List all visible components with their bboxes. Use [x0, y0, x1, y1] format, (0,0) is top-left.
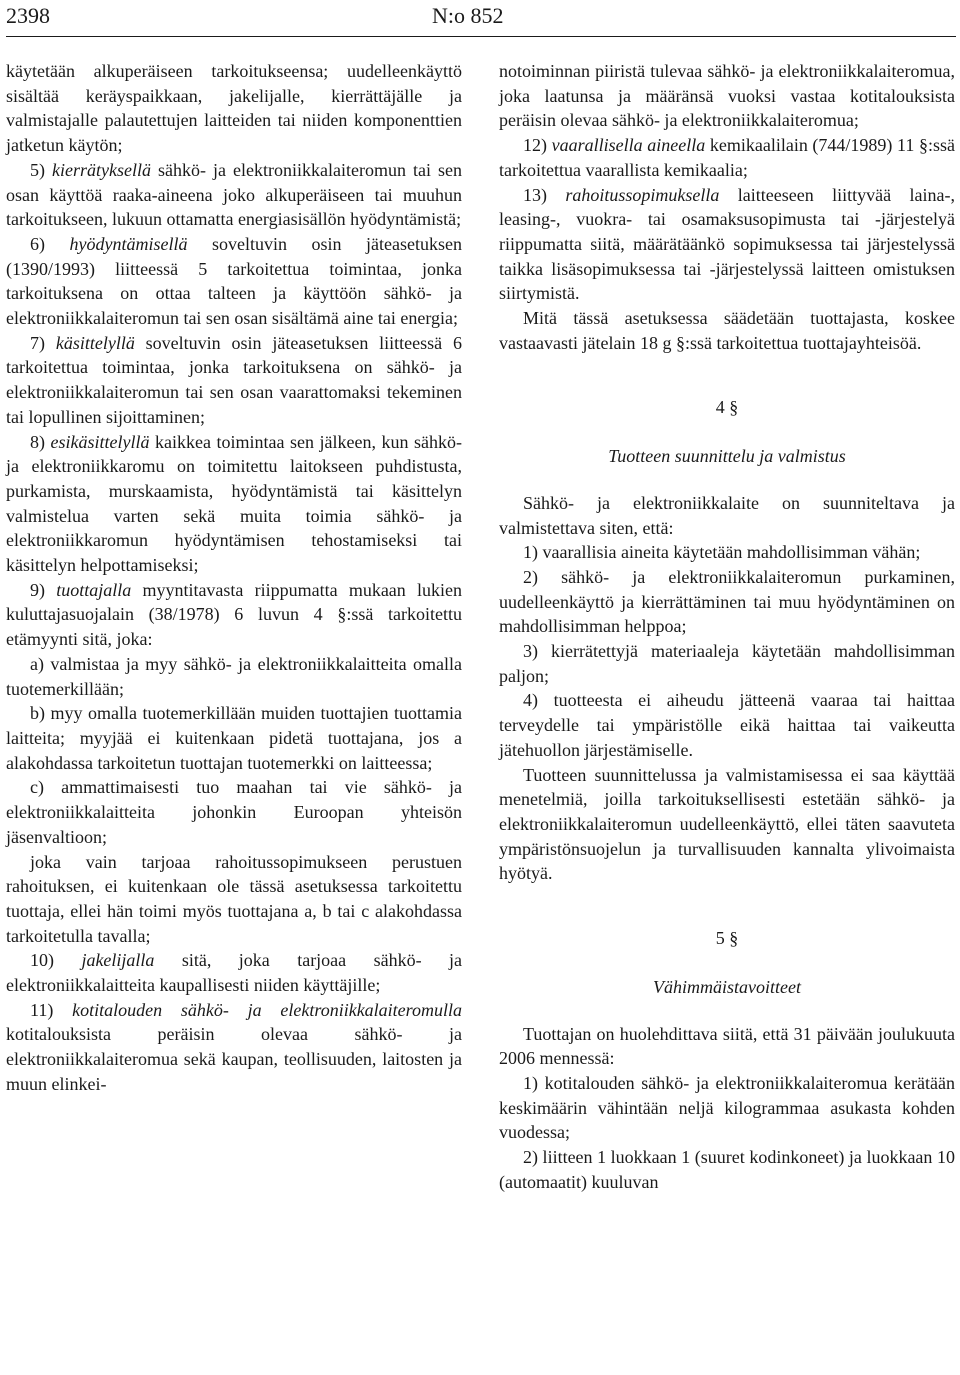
paragraph: [6, 430, 462, 578]
paragraph: [6, 948, 462, 997]
page-header: [0, 0, 960, 40]
text-run: laitteeseen liittyvää laina-, leasing-, vuokra- tai osamaksusopimusta tai -järjestelyä riippumatta siitä, määrätäänkö sopimuksessa tai järjestelyssä taikka lisäsopimuksessa tai -järjestelyssä laitteen omistuksen siirtymistä.: [499, 184, 955, 304]
text-run: 2) sähkö- ja elektroniikkalaiteromun purkaminen, uudelleenkäyttö ja kierrättäminen tai muu hyödyntäminen on mahdollisimman helppoa;: [499, 566, 955, 637]
text-run: 1) kotitalouden sähkö- ja elektroniikkalaiteromua kerätään keskimäärin vähintään neljä kilogrammaa asukasta kohden vuodessa;: [499, 1072, 955, 1143]
paragraph: [499, 763, 955, 887]
paragraph: [499, 183, 955, 307]
text-run: sähkö- ja elektroniikkalaiteromun tai sen osan käyttöä raaka-aineena joko alkuperäiseen tai muuhun tarkoitukseen, lukuun ottamatta energiasisällön hyödyntämistä;: [6, 159, 462, 230]
text-run: 11): [30, 999, 73, 1020]
paragraph: [499, 565, 955, 639]
paragraph: [6, 232, 462, 331]
left-column: [6, 59, 462, 1097]
paragraph: [6, 998, 462, 1097]
text-run: 4) tuotteesta ei aiheudu jätteenä vaaraa tai haittaa terveydelle tai ympäristölle eikä haittaa tai vaikeutta jätehuollon järjestämiselle.: [499, 690, 955, 760]
paragraph: [6, 652, 462, 701]
text-run: 6): [30, 233, 70, 254]
text-run: c) ammattimaisesti tuo maahan tai vie sähkö- ja elektroniikkalaitteita johonkin Euroopan yhteisön jäsenvaltioon;: [6, 777, 462, 847]
paragraph: [499, 1022, 955, 1071]
text-run: Mitä tässä asetuksessa säädetään tuottajasta, koskee vastaavasti jätelain 18 g §:ssä tarkoitettua tuottajayhteisöä.: [499, 308, 955, 353]
section-number: 5 §: [715, 928, 739, 949]
paragraph: [499, 59, 955, 133]
text-run: Sähkö- ja elektroniikkalaite on suunniteltava ja valmistettava siten, että:: [499, 492, 955, 538]
section-title: Vähimmäistavoitteet: [653, 976, 801, 997]
text-run: 2) liitteen 1 luokkaan 1 (suuret kodinkoneet) ja luokkaan 10 (automaatit) kuuluvan: [499, 1147, 955, 1192]
text-run: 3) kierrätettyjä materiaaleja käytetään mahdollisimman paljon;: [499, 641, 955, 686]
defined-term: esikäsittelyllä: [50, 431, 150, 452]
paragraph: [499, 1071, 955, 1145]
section-number: 4 §: [715, 397, 739, 418]
paragraph: [6, 578, 462, 652]
defined-term: kotitalouden sähkö- ja elektroniikkalaiteromulla: [72, 999, 463, 1020]
paragraph: [499, 133, 955, 182]
text-run: soveltuvin osin jäteasetuksen liitteessä 6 tarkoitettua toimintaa, jonka tarkoituksena on sähkö- ja elektroniikkalaiteromun tai sen osan vaarattomaksi tekeminen tai lopullinen sijoittaminen;: [6, 332, 462, 427]
text-run: sitä, joka tarjoaa sähkö- ja elektroniikkalaitteita kaupallisesti niiden käyttäjille;: [6, 950, 462, 996]
text-run: kaikkea toimintaa sen jälkeen, kun sähkö- ja elektroniikkaromu on toimitettu laitokseen puhdistusta, purkamista, murskaamista, hyödyntämistä tai käsittelyn valmistelua varten sekä muita toimia sähkö- ja elektroniikkaromun hyödyntämisen tehostamiseksi tai käsittelyn helpottamiseksi;: [6, 431, 462, 576]
text-run: käytetään alkuperäiseen tarkoitukseensa; uudelleenkäyttö sisältää keräyspaikkaan, jakelijalle, kierrättäjälle ja valmistajalle palautettujen laitteiden tai niiden komponenttien jatketun käytön;: [6, 61, 462, 156]
text-run: 1) vaarallisia aineita käytetään mahdollisimman vähän;: [523, 542, 921, 563]
text-run: kotitalouksista peräisin olevaa sähkö- ja elektroniikkalaiteromua sekä kaupan, teollisuuden, laitosten ja muun elinkei-: [6, 1024, 462, 1094]
paragraph: [499, 639, 955, 688]
text-run: 7): [30, 332, 56, 353]
text-run: myyntitavasta riippumatta mukaan lukien kuluttajasuojalain (38/1978) 6 luvun 4 §:ssä tarkoitettu etämyynti sitä, joka:: [6, 579, 462, 650]
defined-term: hyödyntämisellä: [69, 233, 188, 254]
header-rule: [6, 36, 956, 37]
text-run: Tuottajan on huolehdittava siitä, että 31 päivään joulukuuta 2006 mennessä:: [499, 1023, 955, 1069]
section-title: Tuotteen suunnittelu ja valmistus: [608, 446, 846, 467]
defined-term: tuottajalla: [56, 579, 132, 600]
issue-number: N:o 852: [432, 3, 504, 28]
text-run: 10): [30, 950, 82, 971]
defined-term: käsittelyllä: [55, 332, 135, 353]
right-column: [499, 59, 955, 1194]
paragraph: [6, 701, 462, 775]
text-run: soveltuvin osin jäteasetuksen (1390/1993) liitteessä 5 tarkoitettua toimintaa, jonka tarkoituksena on ottaa talteen ja käyttöön sähkö- ja elektroniikkalaiteromun tai sen osan sisältämä aine tai energia;: [6, 233, 462, 329]
text-run: 13): [523, 184, 566, 205]
paragraph: [6, 158, 462, 232]
paragraph: [499, 491, 955, 540]
paragraph: [6, 331, 462, 430]
defined-term: vaarallisella aineella: [551, 135, 706, 156]
paragraph: [6, 850, 462, 949]
text-run: joka vain tarjoaa rahoitussopimukseen perustuen rahoituksen, ei kuitenkaan ole tässä asetuksessa tarkoitettu tuottaja, ellei hän toimi myös tuottajana a, b tai c alakohdassa tarkoitetulla tavalla;: [6, 851, 462, 946]
text-run: notoiminnan piiristä tulevaa sähkö- ja elektroniikkalaiteromua, joka laatunsa ja määränsä vuoksi vastaa kotitalouksista peräisin olevaa sähkö- ja elektroniikkalaiteromua;: [499, 61, 955, 131]
defined-term: kierrätyksellä: [52, 159, 151, 180]
paragraph: [499, 306, 955, 355]
text-run: b) myy omalla tuotemerkillään muiden tuottajien tuottamia laitteita; myyjää ei kuitenkaan pidetä tuottajana, jos a alakohdassa tarkoitetun tuottajan tuotemerkki on laitteessa;: [6, 703, 462, 773]
paragraph: [499, 540, 955, 565]
text-run: 12): [523, 135, 552, 156]
defined-term: jakelijalla: [81, 950, 155, 971]
text-run: kemikaalilain (744/1989) 11 §:ssä tarkoitettua vaarallista kemikaalia;: [499, 135, 955, 180]
text-run: 9): [30, 579, 57, 600]
paragraph: [499, 1145, 955, 1194]
paragraph: [6, 775, 462, 849]
paragraph: [499, 688, 955, 762]
text-run: 8): [30, 431, 51, 452]
defined-term: rahoitussopimuksella: [565, 184, 720, 205]
text-run: Tuotteen suunnittelussa ja valmistamisessa ei saa käyttää menetelmiä, joilla tarkoituksellisesti estetään sähkö- ja elektroniikkalaiteromun uudelleenkäyttö, ellei täten saavuteta ympäristönsuojelun ja turvallisuuden kannalta ylivoimaista hyötyä.: [499, 764, 955, 884]
text-run: 5): [30, 159, 53, 180]
text-run: a) valmistaa ja myy sähkö- ja elektroniikkalaitteita omalla tuotemerkillään;: [6, 653, 462, 699]
page-number: 2398: [6, 3, 50, 28]
paragraph: [6, 59, 462, 158]
